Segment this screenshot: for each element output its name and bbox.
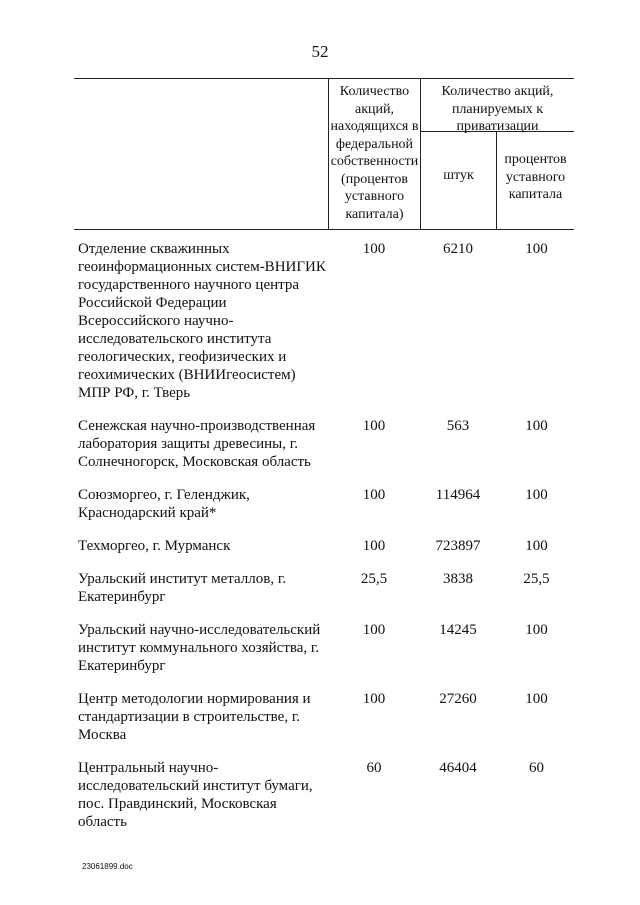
organization-name: Сенежская научно-производственная лаборатория защиты древесины, г. Солнечногорск, Московская область <box>78 418 316 470</box>
planned-percent: 60 <box>529 760 544 776</box>
table-body <box>74 240 574 831</box>
table-row <box>74 486 574 522</box>
document-filename: 23061899.doc <box>82 862 133 871</box>
organization-name: Центр методологии нормирования и стандартизации в строительстве, г. Москва <box>78 691 311 743</box>
page-number: 52 <box>311 42 329 61</box>
planned-units: 46404 <box>439 760 477 776</box>
federal-share: 60 <box>366 760 382 776</box>
federal-share: 100 <box>362 538 386 554</box>
organization-name: Союзморгео, г. Геленджик, Краснодарский край* <box>78 487 250 521</box>
table-row <box>74 417 574 471</box>
table-row <box>74 621 574 675</box>
planned-units: 563 <box>446 418 470 434</box>
planned-percent: 100 <box>525 622 548 638</box>
privatization-table <box>74 78 574 846</box>
planned-units: 14245 <box>439 622 477 638</box>
table-row <box>74 690 574 744</box>
planned-units: 6210 <box>443 241 473 257</box>
planned-percent: 25,5 <box>523 571 550 587</box>
header-federal-share: Количество акций, находящихся в федеральной собственности (процентов уставного капитала) <box>330 84 419 222</box>
federal-share: 100 <box>362 691 386 707</box>
organization-name: Отделение скважинных геоинформационных систем-ВНИГИК государственного научного центра Российской Федерации Всероссийского научно-исследовательского института геологических, геофизических и геохимических (ВНИИгеосистем) МПР РФ, г. Тверь <box>78 241 326 401</box>
federal-share: 100 <box>362 487 386 503</box>
planned-percent: 100 <box>525 418 548 434</box>
federal-share: 100 <box>362 241 386 257</box>
federal-share: 100 <box>362 418 386 434</box>
planned-percent: 100 <box>525 538 548 554</box>
planned-units: 723897 <box>435 538 481 554</box>
table-row <box>74 240 574 402</box>
header-planned-share: Количество акций, планируемых к приватизации <box>441 84 554 134</box>
organization-name: Техморгео, г. Мурманск <box>78 538 231 554</box>
table-row <box>74 537 574 555</box>
planned-percent: 100 <box>525 487 548 503</box>
header-units: штук <box>443 168 474 183</box>
header-percent-capital: процентов уставного капитала <box>504 152 567 202</box>
planned-percent: 100 <box>525 241 548 257</box>
planned-units: 114964 <box>435 487 481 503</box>
federal-share: 100 <box>362 622 386 638</box>
organization-name: Центральный научно-исследовательский институт бумаги, пос. Правдинский, Московская область <box>78 760 313 830</box>
federal-share: 25,5 <box>360 571 388 587</box>
organization-name: Уральский институт металлов, г. Екатеринбург <box>78 571 287 605</box>
table-header <box>74 78 574 230</box>
table-row <box>74 759 574 831</box>
table-row <box>74 570 574 606</box>
organization-name: Уральский научно-исследовательский институт коммунального хозяйства, г. Екатеринбург <box>78 622 321 674</box>
planned-units: 27260 <box>439 691 477 707</box>
planned-percent: 100 <box>525 691 548 707</box>
planned-units: 3838 <box>443 571 473 587</box>
